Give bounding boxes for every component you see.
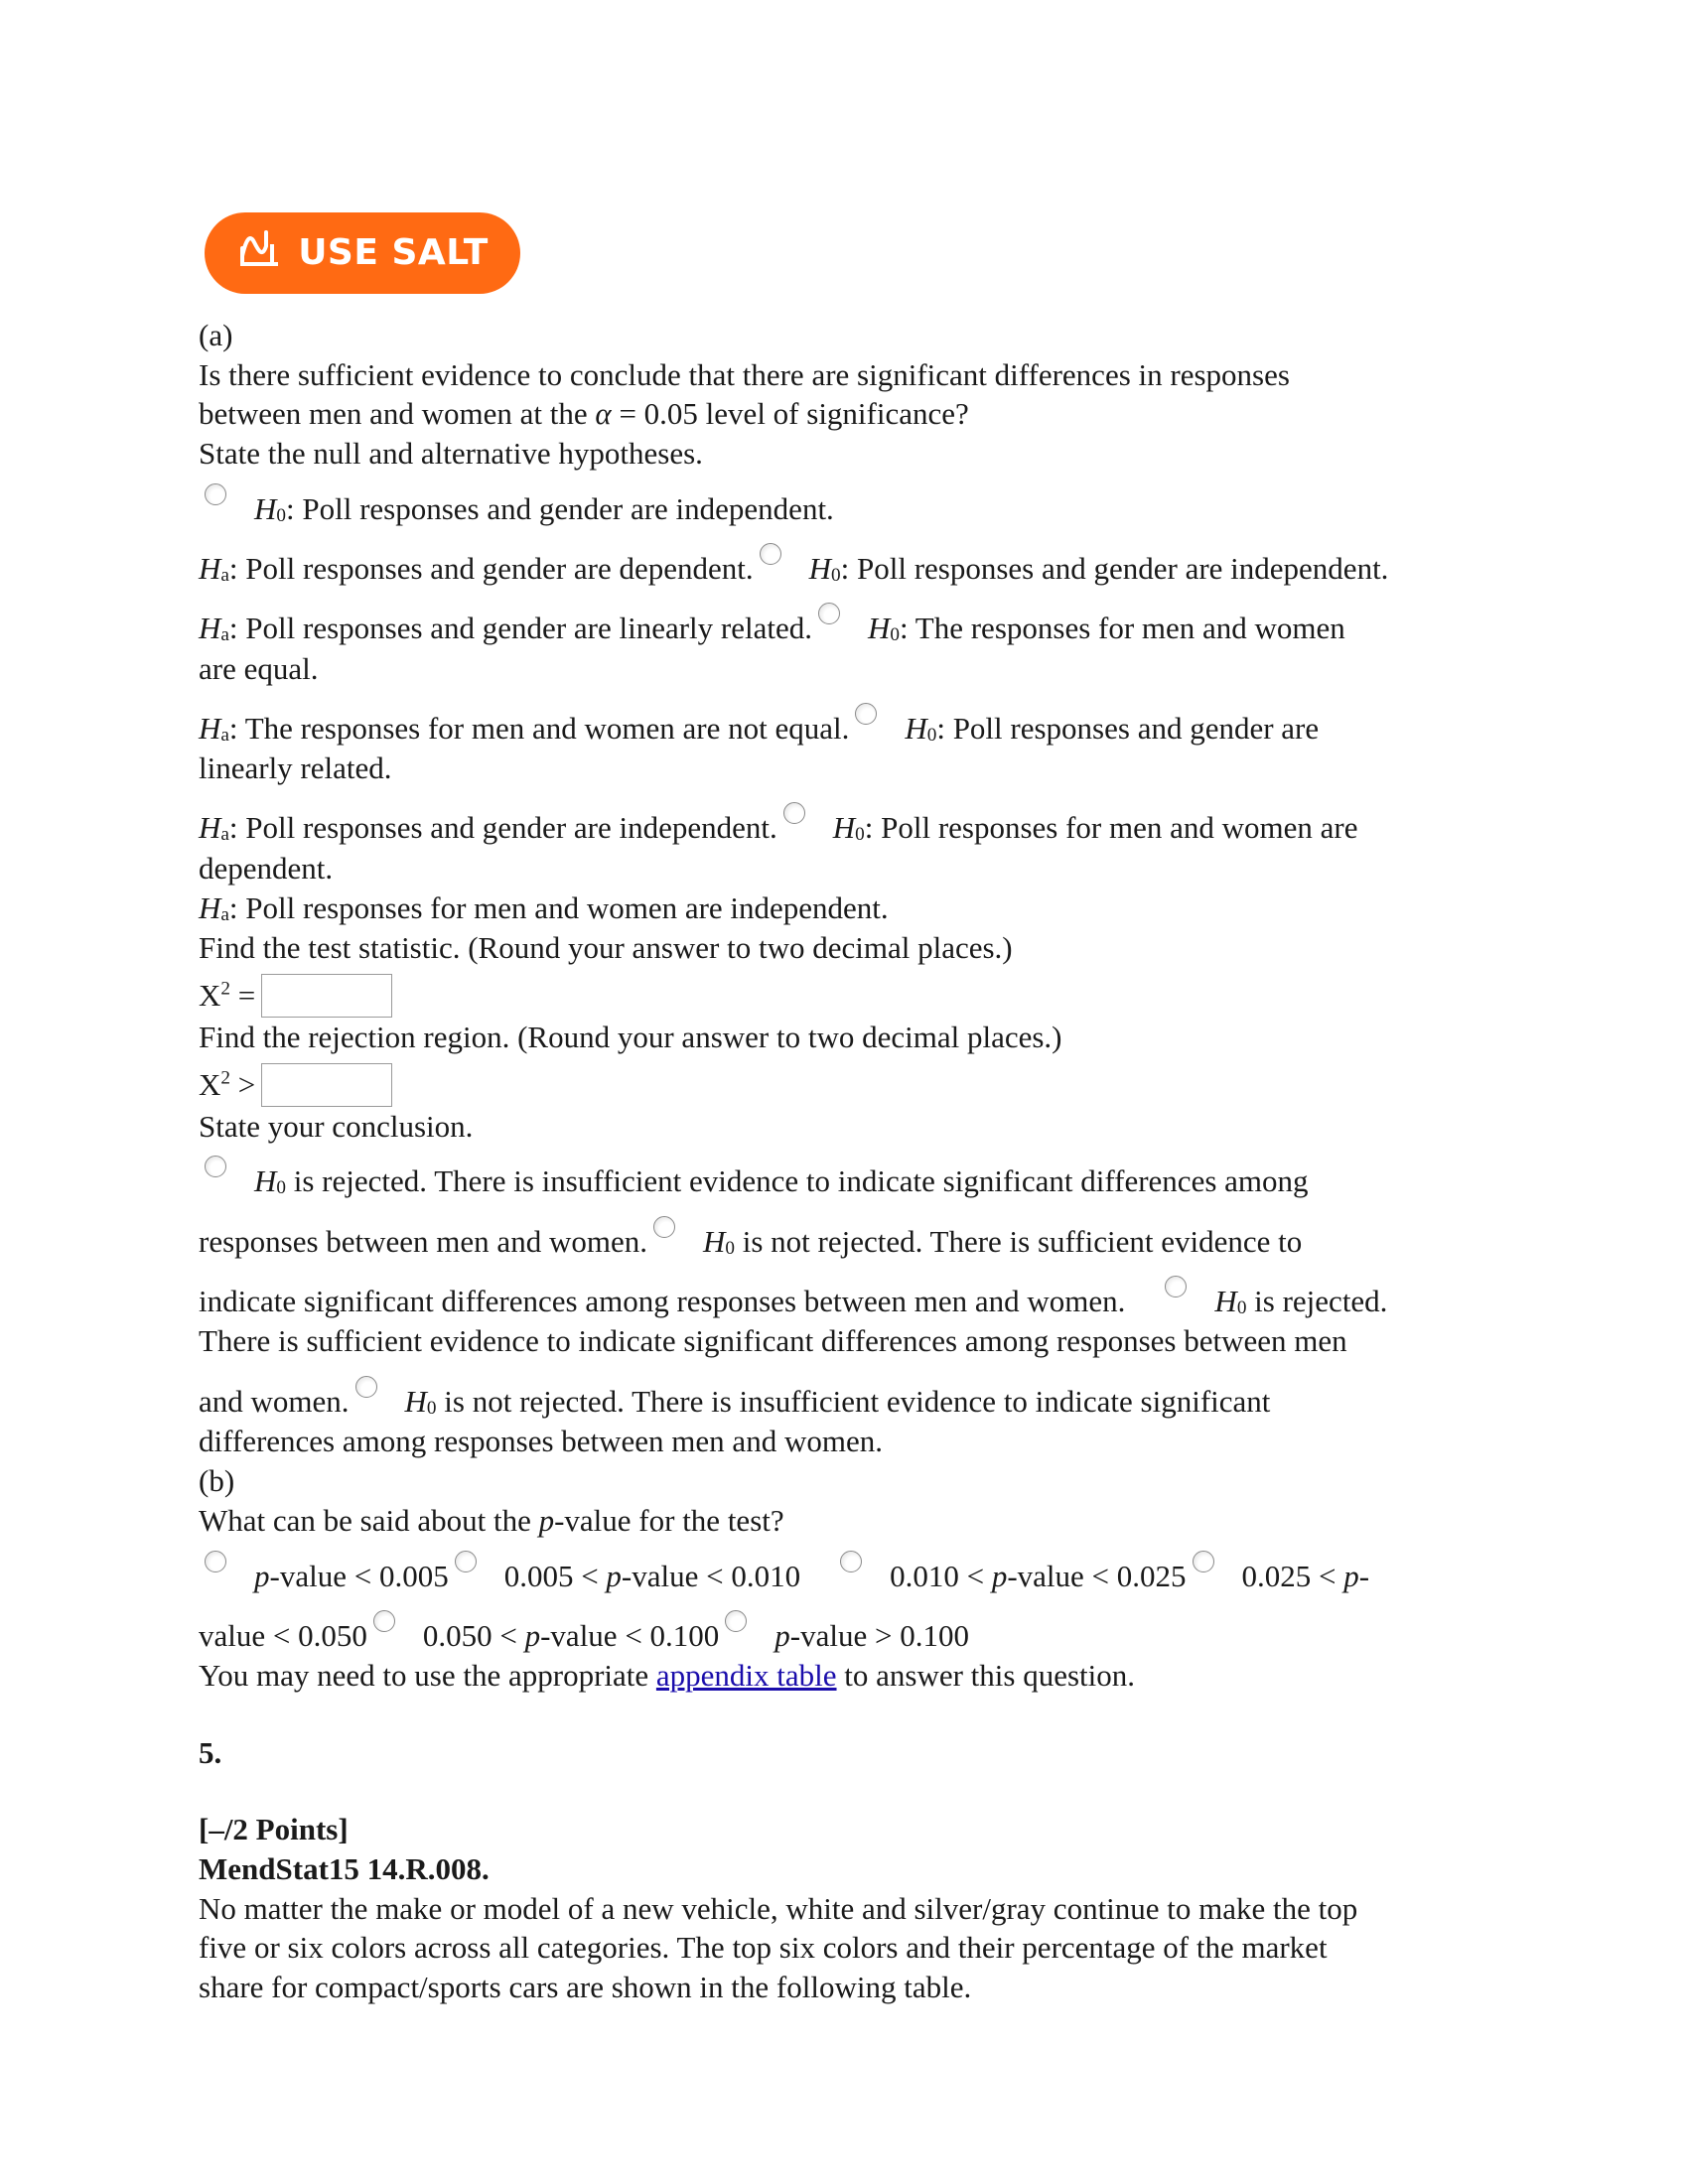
appendix-note: You may need to use the appropriate appendix table to answer this question. [199,1658,1136,1694]
conclusion-radio-4[interactable] [355,1376,377,1398]
conclusion-options: $H_0$ is rejected. There is insufficient evidence to indicate significant differences among responses between men and women. $H_0$ is not rejected. There is sufficient evidence to indicate significant differences among responses between men and women. $H_0$ is rejected. There is sufficient evidence to indicate significant differences among responses between men and women. $H_0$ is not rejected. There is insufficient evidence to indicate significant differences among responses between men and women. [199,1156,1489,1461]
points-label: [–/2 Points] [199,1812,349,1847]
conclusion-radio-3[interactable] [1165,1276,1187,1297]
salt-chart-icon [236,228,282,278]
conclusion-radio-1[interactable] [205,1156,226,1177]
test-statistic-prompt: Find the test statistic. (Round your answer to two decimal places.) [199,930,1013,966]
p-value-radio-1[interactable] [205,1551,226,1572]
appendix-table-link[interactable]: appendix table [655,1658,837,1694]
question-code: MendStat15 14.R.008. [199,1851,490,1887]
use-salt-button[interactable] [205,212,520,294]
rejection-region-row: $X^2$ > [199,1063,1489,1107]
p-value-radio-3[interactable] [840,1551,862,1572]
hypothesis-radio-1[interactable] [205,483,226,505]
hypothesis-radio-3[interactable] [818,603,840,624]
p-value-radio-4[interactable] [1193,1551,1214,1572]
rejection-region-prompt: Find the rejection region. (Round your answer to two decimal places.) [199,1020,1062,1055]
question-5-body-2: five or six colors across all categories. The top six colors and their percentage of the market [199,1930,1328,1966]
p-value-radio-6[interactable] [725,1610,747,1632]
question-text: Is there sufficient evidence to conclude that there are significant differences in responses [199,356,1290,392]
question-content [199,316,1489,2007]
part-a-label: (a) [199,318,233,352]
hypothesis-radio-2[interactable] [760,543,781,565]
hypotheses-options: $H_0$: Poll responses and gender are independent. $H_a$: Poll responses and gender are dependent. $H_0$: Poll responses and gender are independent. $H_a$: Poll responses and gender are linearly related. $H_0$: The responses for men and women are equal. $H_a$: The responses for men and women are not equal. $H_0$: Poll responses and gender are linearly related. $H_a$: Poll responses and gender are independent. $H_0$: Poll responses for men and women are dependent. $H_a$: Poll responses for men and women are independent. [199,483,1489,929]
question-5-body-1: No matter the make or model of a new vehicle, white and silver/gray continue to make the top [199,1890,1358,1926]
p-value-options: p-value < 0.005 0.005 < p-value < 0.010 0.010 < p-value < 0.025 0.025 < p- value < 0.050 0.050 < p-value < 0.100 p-value > 0.100 [199,1551,1489,1657]
test-statistic-row: $X^2$ = [199,974,1489,1018]
p-value-radio-5[interactable] [373,1610,395,1632]
salt-label: USE SALT [298,231,489,273]
hypothesis-radio-4[interactable] [855,703,877,725]
rejection-region-input[interactable] [261,1063,392,1107]
conclusion-prompt: State your conclusion. [199,1108,474,1144]
alpha-symbol: α [595,396,612,432]
question-text-2: between men and women at the α = 0.05 level of significance? [199,396,969,432]
test-statistic-input[interactable] [261,974,392,1018]
conclusion-radio-2[interactable] [653,1216,675,1238]
p-value-radio-2[interactable] [455,1551,477,1572]
hypotheses-prompt: State the null and alternative hypotheses. [199,436,703,472]
part-b-label: (b) [199,1463,235,1499]
question-5-body-3: share for compact/sports cars are shown in the following table. [199,1970,972,2005]
hypothesis-radio-5[interactable] [783,802,805,824]
p-value-question: What can be said about the p-value for the test? [199,1502,784,1538]
question-number: 5. [199,1734,222,1770]
